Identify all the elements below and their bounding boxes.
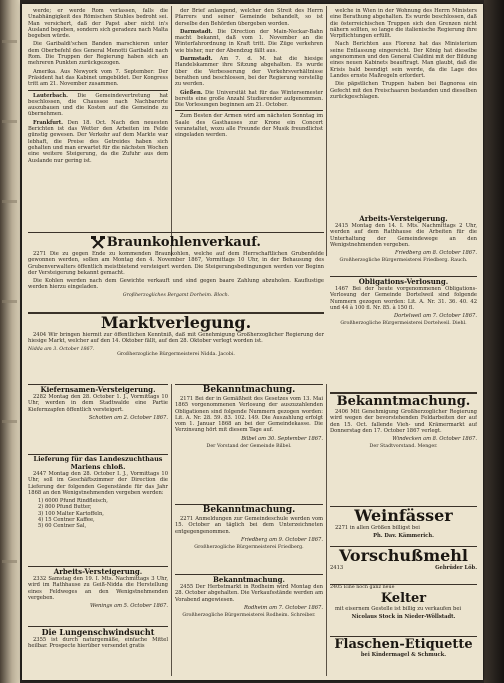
notice-sign: Der Stadtvorstand. Menger. [369,444,438,450]
col1-section-title: Lauterbach. [33,92,68,99]
notice-text: 2355 ist durch naturgemäße, einfache Mittel heilbar. Prospecte hierüber versendet gratis [28,637,168,650]
column-1 [28,8,168,254]
notice-title: Die Lungenschwindsucht [41,627,155,637]
list-item: 5) 60 Centner Sal, [38,523,87,530]
notice-text: mit eisernem Gestelle ist billig zu verkaufen bei [335,605,462,612]
column-3 [330,8,477,213]
notice-sign: Nidda am 3. October 1867. [28,346,95,352]
list-item: 3) 100 Malter Kartoffeln, [38,510,104,517]
notice-weinfaesser [330,506,477,545]
notice-text: 2271 in allen Größen billigst bei [335,525,420,531]
col3-paragraph: welche in Wien in der Wohnung des Herrn Ministers eine Berathung abgehalten. Es wurde beschlossen, daß die österreichischen Truppen sich den Grenzen nicht nähern sollten, so lange die italienische Regierung ihre Verpflichtungen erfüllt. [330,8,477,40]
notice-vorschussmehl [330,546,477,583]
col1-section-text: Die Gemeindevertretung hat beschlossen, die Chaussee nach Nachbarorte auszubauen und die Kosten auf die Gemeinde zu übernehmen. [28,92,168,118]
notice-text: 2271 Die zu gegen Ende zu kommenden Braunkohlen, welche auf dem Herrschaftlichen Grubenfelde gewonnen werden, sollen am Montag den 4. November 1867, Vormittags 10 Uhr, in der Behausung des Grubenverwalters öffentlich meistbietend versteigert werden. Die Steigerungsbedingungen werden vor Beginn der Versteigerung bekannt gemacht. [28,251,324,276]
notice-sign: Nicolaus Stock in Nieder-Wöllstadt. [351,614,456,621]
list-item: 2) 800 Pfund Butter, [38,504,92,511]
notice-braunkohlen [28,232,324,311]
notice-arbeits-versteigerung-2 [330,214,477,272]
col1-paragraph: Amerika. Aus Newyork vom 7. September: Der Präsident hat das Kabinet umgebildet. Der Kongress tritt am 21. November zusammen. [28,68,168,88]
list-item: 1) 6000 Pfund Rindfleisch, [38,498,108,505]
notice-sign: Schotten am 2. October 1867. [88,414,168,421]
notice-arbeits-versteigerung-1 [28,566,168,623]
col2-notice: Zum Besten der Armen wird am nächsten Sonntag im Saale des Gasthauses zur Krone ein Concert veranstaltet, wozu alle Freunde der Musik freundlichst eingeladen werden. [175,113,323,139]
notice-text: Gebrüder Löb. [435,565,477,571]
notice-text: bei Kindermagel & Schmuck. [360,652,447,658]
notice-text: 2406 Mit Genehmigung Großherzoglicher Regierung wird wegen der bevorstehenden Feldarbeiten der auf den 15. Oct. fallende Vieh- und Krämermarkt auf Donnerstag den 17. October 1867 verlegt. [330,409,477,434]
notice-kelter [330,584,477,635]
col1-section-title: Frankfurt. [33,119,63,126]
notice-title: Arbeits-Versteigerung. [359,214,448,223]
notice-text: 2332 Samstag den 19. I. Mts. Nachmittags 3 Uhr, wird im Rathhause zu Geiß-Nidda die Herstellung eines Feldweges an den Wenigstnehmenden vergeben. [28,576,168,601]
notice-title: Arbeits-Versteigerung. [53,567,143,576]
notice-text: 1467 Bei der heute vorgenommenen Obligations-Verlosung der Gemeinde Dortelweil sind folgende Nummern gezogen worden: Lit. A. Nr. 31. 36. 40. 42 und 44 à 100 fl. Nr. 85. à 150 fl. [330,286,477,311]
notice-bekanntmachung-2 [175,504,323,571]
notice-text: 2415 Montag den 14. I. Mts. Nachmittags 2 Uhr, werden auf dem Rathhause die Arbeiten für die Unterhaltung der Gemeindewege an den Wenigstnehmenden vergeben. [330,223,477,248]
col1-paragraph: Die Garibaldi'schen Banden marschieren unter dem Oberbefehl des General Menotti Garibaldi nach Rom. Die Truppen der Regierung haben sich an mehreren Punkten zurückgezogen. [28,41,168,67]
notice-bekanntmachung-4 [330,392,477,504]
supply-list [28,498,168,529]
notice-sign: Großherzogliche Bürgermeisterei Nidda. Jacobi. [117,352,235,358]
col2-section-title: Gießen. [180,89,203,96]
notice-sign: Großherzogliche Bürgermeisterei Friedberg. [194,545,304,551]
notice-title: Flaschen-Etiquette [334,637,473,652]
notice-lungenschwindsucht [28,626,168,677]
notice-marktverlegung [28,312,324,382]
notice-title: Kelter [380,590,427,606]
notice-sign: Großherzogliche Bürgermeisterei Friedberg. Rauch. [339,258,468,264]
col2-section-text: Die Universität hat für das Wintersemester bereits eine große Anzahl Studierender aufgenommen. Die Vorlesungen beginnen am 21. October. [175,89,323,109]
col2-paragraph: der Brief anlangend, welcher den Streit des Herrn Pfarrers und seiner Gemeinde behandelt, so ist derselbe den Behörden übergeben worden. [175,8,323,27]
notice-text: 2271 Anmeldungen zur Gemeindeschule werden vom 15. October an täglich bei dem Unterzeichneten entgegengenommen. [175,516,323,535]
col1-paragraph: werde; er werde Rom verlassen, falls die Unabhängigkeit des Römischen Stuhles bedroht sei. Man versichert, daß der Papst aber nicht in's Ausland begeben, sondern sich geradezu nach Malta begeben würde. [28,8,168,40]
notice-bekanntmachung-3 [175,574,323,677]
list-item: 4) 15 Centner Kaffee, [38,517,95,524]
col2-section-title: Darmstadt. [180,56,213,63]
notice-sign: Der Vorstand der Gemeinde Bilbel. [206,444,292,450]
notice-bekanntmachung-1 [175,384,323,501]
notice-flaschen-etiquette [330,636,477,677]
column-2 [175,8,323,254]
notice-number: 2413 [330,565,344,571]
notice-title: Kiefernsamen-Versteigerung. [40,385,156,394]
notice-text: 2447 Montag den 28. October I. J., Vormittags 10 Uhr, soll im Geschäftszimmer der Direction die Lieferung der folgenden Gegenstände für das Jahr 1868 an den Wenigstnehmenden vergeben werden: [28,471,168,496]
notice-sign: Großherzogliches Bergamt Dorheim. Bloch. [122,292,230,298]
notice-sign: Friedberg am 9. October 1867. [241,536,323,543]
notice-lieferung [28,454,168,563]
notice-sign: Großherzogliche Bürgermeisterei Dortelweil. Diehl. [340,321,467,327]
book-edge-shadow [484,0,504,683]
notice-title: Bekanntmachung. [202,385,296,395]
notice-title: Bekanntmachung. [213,575,285,584]
col2-section-title: Darmstadt. [180,28,213,35]
notice-obligations [330,276,477,389]
notice-sign: Wenings am 5. October 1867. [90,603,168,610]
notice-title: Weinfässer [354,506,453,525]
notice-title: Lieferung für das Landeszuchthaus Mariens chloß. [33,455,163,471]
notice-sign: Rodheim am 7. October 1867. [244,604,323,611]
notice-sign: Großherzogliche Bürgermeisterei Rodheim. Schreiber. [182,613,316,619]
col3-paragraph: Nach Berichten aus Florenz hat das Ministerium seine Entlassung eingereicht. Der König hat dieselbe angenommen und den General Cialdini mit der Bildung eines neuen Kabinets beauftragt. Man glaubt, daß die Krisis bald beendigt sein werde, da die Lage des Landes ernste Maßregeln erfordert. [330,41,477,79]
notice-sign: Dortelweil am 7. October 1867. [393,313,477,320]
notice-title: Obligations-Verlosung. [358,277,449,286]
notice-title: Vorschußmehl [338,546,469,565]
notice-kiefernsamen [28,384,168,451]
notice-text: 2282 Montag den 28. October 1. J., Vormittags 10 Uhr, werden in dem Stadtwalde eine Partie Kiefernzapfen öffentlich versteigert. [28,394,168,413]
notice-title: Braunkohlenverkauf. [106,235,261,250]
col2-section-text: Die Direction der Main-Neckar-Bahn macht bekannt, daß vom 1. November an die Winterfahrordnung in Kraft tritt. Die Züge verkehren wie bisher, nur der Abendzug fällt aus. [175,28,323,54]
notice-text: 2171 Bei der in Gemäßheit des Gesetzes vom 13. Mai 1865 vorgenommenen Verlosung der auszuzahlenden Obligationen sind folgende Nummern gezogen worden: Lit. A. Nr. 28. 59. 83. 102. 149. Die Auszahlung erfolgt vom 1. Januar 1868 an bei der Gemeindekasse. Die Verzinsung hört mit diesem Tage auf. [175,396,323,434]
notice-sign: Ph. Dav. Kämmerich. [373,533,434,540]
notice-text: 2404 Wir bringen hiermit zur öffentlichen Kenntniß, daß mit Genehmigung Großherzoglicher Regierung der hiesige Markt, welcher auf den 14. Oktober fällt, auf den 28. Oktober verlegt worden ist. [28,332,324,345]
hammer-icon [91,236,105,250]
notice-sign: Friedberg am 8. October 1867. [395,250,477,257]
notice-sign: Windecken am 8. October 1867. [392,436,477,443]
facing-page-edge [0,0,20,683]
notice-text: 2455 Der Herbstmarkt in Rodheim wird Montag den 28. October abgehalten. Die Verkaufsstände werden am Vorabend angewiesen. [175,584,323,603]
notice-title: Bekanntmachung. [202,505,296,515]
notice-sign: Bilbel am 30. September 1867. [241,435,323,442]
col2-section-text: Am 7. d. M. hat die hiesige Handelskammer ihre Sitzung abgehalten. Es wurde über die Verbesserung der Verkehrsverhältnisse berathen und beschlossen, bei der Regierung vorstellig zu werden. [175,56,323,88]
notice-title: Bekanntmachung. [336,394,471,409]
notice-text: 2405 Eine noch ganz neue [330,585,395,590]
col1-section-text: Den 18. Oct. Nach den neuesten Berichten ist das Wetter den Arbeiten im Felde günstig gewesen. Der Verkehr auf dem Markte war lebhaft, die Preise des Getreides haben sich gehalten und man erwartet für die nächsten Wochen eine weitere Steigerung, da die Zufuhr aus dem Auslande nur gering ist. [28,119,168,164]
newspaper-page [22,4,483,680]
notice-text: Die Kohlen werden nach dem Gewichte verkauft und sind gegen baare Zahlung abzuholen. Kauflustige werden hierzu eingeladen. [28,278,324,291]
col3-paragraph: Die päpstlichen Truppen haben bei Bagnorea ein Gefecht mit den Freischaaren bestanden und dieselben zurückgeschlagen. [330,81,477,100]
notice-title: Marktverlegung. [100,313,252,332]
